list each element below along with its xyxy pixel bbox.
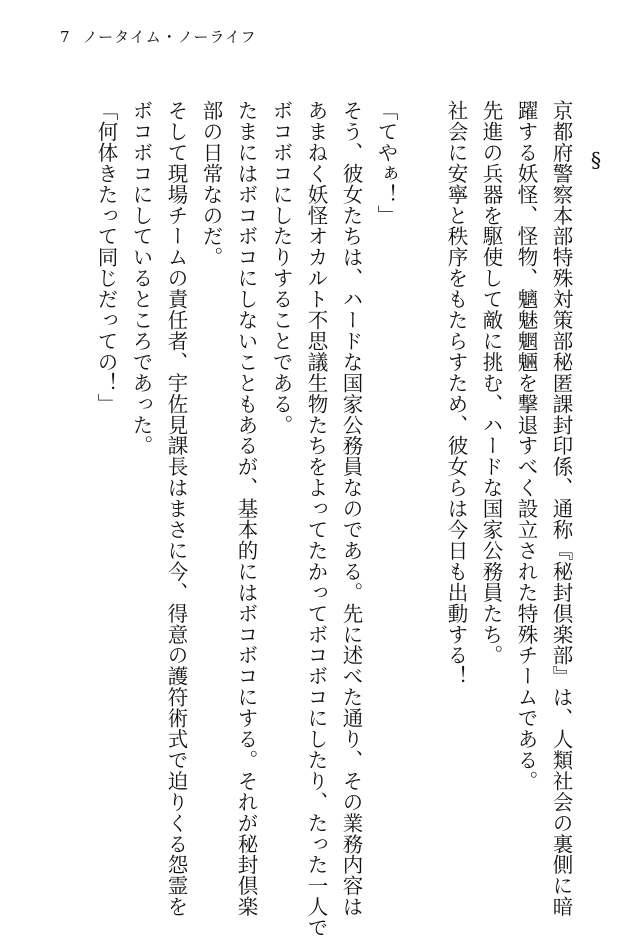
body-line: そして現場チームの責任者、宇佐見課長はまさに今、得意の護符術式で迫りくる怨霊を <box>164 100 188 918</box>
page-number: 7 <box>60 28 71 46</box>
body-line: 京都府警察本部特殊対策部秘匿課封印係、通称『秘封倶楽部』は、人類社会の裏側に暗 <box>549 100 573 918</box>
body-line: ボコボコにしているところであった。 <box>129 100 153 457</box>
running-header <box>60 26 256 47</box>
body-line: 社会に安寧と秩序をもたらすため、彼女らは今日も出動する！ <box>444 100 468 687</box>
body-line: ボコボコにしたりすることである。 <box>269 100 293 436</box>
body-line: そう、彼女たちは、ハードな国家公務員なのである。先に述べた通り、その業務内容は <box>339 100 363 918</box>
body-line: 「何体きたって同じだっての！」 <box>94 100 118 415</box>
section-mark: § <box>584 148 608 173</box>
body-line: あまねく妖怪オカルト不思議生物たちをよってたかってボコボコにしたり、たった一人で <box>304 100 328 938</box>
body-line: 「てやぁ！」 <box>374 100 398 226</box>
body-line: 躍する妖怪、怪物、魑魅魍魎を撃退すべく設立された特殊チームである。 <box>514 100 538 792</box>
chapter-title: ノータイム・ノーライフ <box>82 28 257 46</box>
body-line: 先進の兵器を駆使して敵に挑む、ハードな国家公務員たち。 <box>479 100 503 666</box>
blank-line <box>403 100 438 880</box>
body-line: たまにはボコボコにしないこともあるが、基本的にはボコボコにする。それが秘封倶楽 <box>234 100 258 918</box>
vertical-text-body <box>88 100 613 938</box>
body-line: 部の日常なのだ。 <box>199 100 223 268</box>
